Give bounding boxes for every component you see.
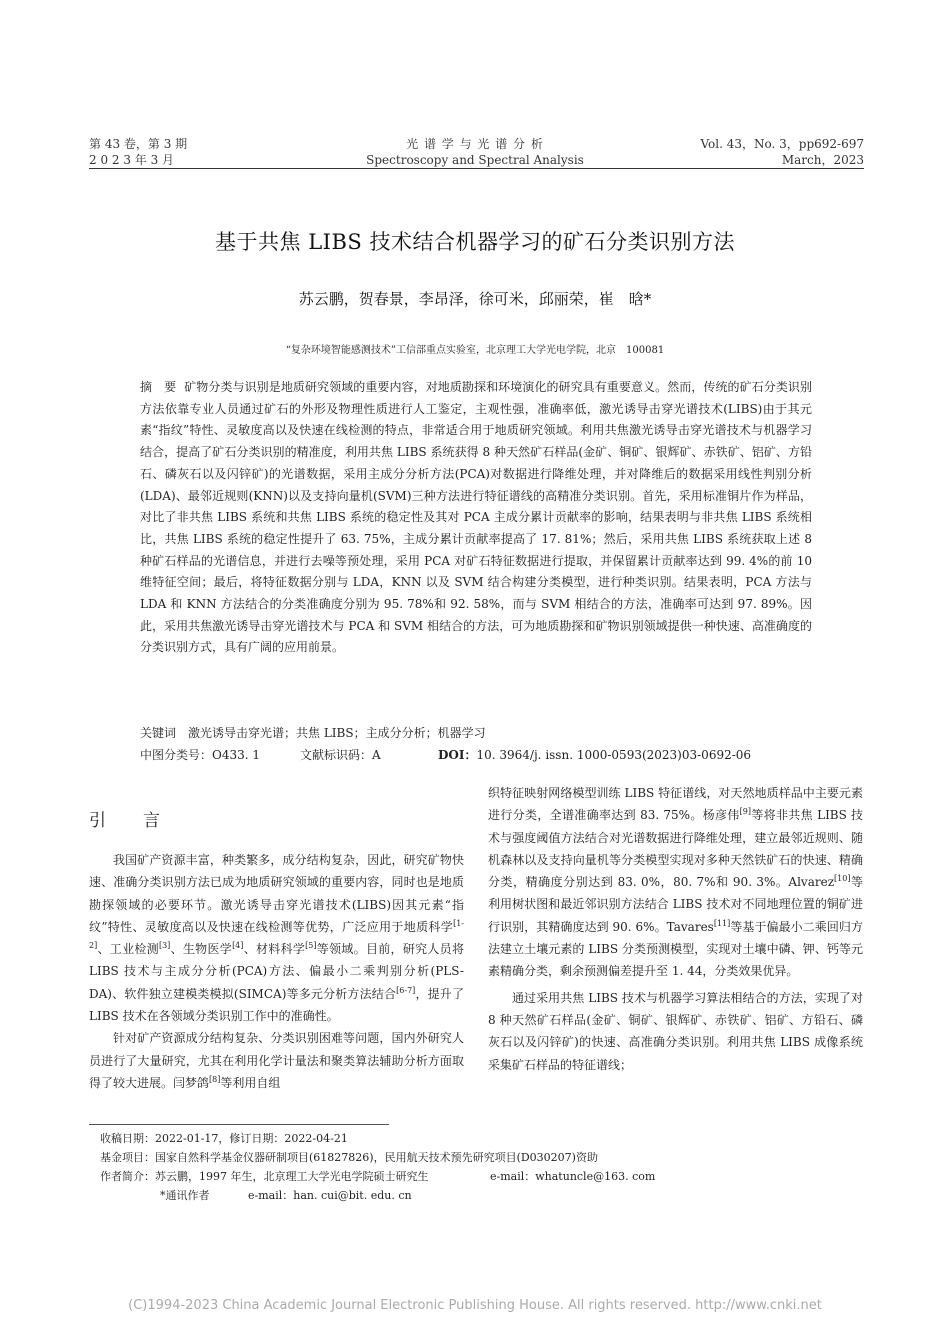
volume-issue: 第 43 卷，第 3 期 (89, 137, 188, 151)
journal-name-en: Spectroscopy and Spectral Analysis (366, 153, 584, 167)
paper-title: 基于共焦 LIBS 技术结合机器学习的矿石分类识别方法 (215, 230, 735, 254)
doi (438, 746, 751, 763)
doc-code-value: A (372, 748, 381, 762)
doc-code-label: 文献标识码： (300, 748, 373, 762)
author-list: 苏云鹏，贺春景，李昂泽，徐可米，邱丽荣，崔 晗* (298, 290, 652, 308)
document-code (300, 746, 381, 763)
citation-ref[interactable]: [1-2] (89, 918, 464, 951)
citation-ref[interactable]: [8] (209, 1074, 221, 1084)
doi-value: 10. 3964/j. issn. 1000-0593(2023)03-0692-06 (476, 748, 752, 762)
keywords (140, 724, 486, 741)
citation-ref[interactable]: [6-7] (396, 985, 416, 995)
section-heading-intro: 引 言 (89, 811, 170, 831)
fund-info: 基金项目：国家自然科学基金仪器研制项目(61827826)，民用航天技术预先研究项目(D030207)资助 (100, 1151, 598, 1164)
author-email: e-mail：whatuncle@163. com (490, 1170, 656, 1183)
abstract-label: 摘 要 (140, 380, 177, 394)
received-date: 收稿日期：2022-01-17，修订日期：2022-04-21 (100, 1132, 348, 1145)
keywords-text: 激光诱导击穿光谱；共焦 LIBS；主成分分析；机器学习 (188, 726, 486, 740)
vol-pages: Vol. 43，No. 3，pp692-697 (700, 137, 864, 151)
author-bio: 作者简介：苏云鹏，1997 年生，北京理工大学光电学院硕士研究生 (100, 1170, 429, 1183)
header-rule (89, 168, 864, 169)
right-column (488, 782, 863, 1076)
citation-ref[interactable]: [4] (232, 941, 244, 951)
paragraph: 我国矿产资源丰富，种类繁多，成分结构复杂，因此，研究矿物快速、准确分类识别方法已成为地质研究领域的重要内容，同时也是地质勘探领域的必要环节。激光诱导击穿光谱技术(LIBS)因其元素“指纹”特性、灵敏度高以及快速在线检测等优势，广泛应用于地质科学[1-2]、工业检测[3]、生物医学[4]、材料科学[5]等领域。目前，研究人员将 LIBS 技术与主成分分析(PCA)方法、偏最小二乘判别分析(PLS-DA)、软件独立建模类模拟(SIMCA)等多元分析方法结合[6-7]，提升了 LIBS 技术在各领域分类识别工作中的准确性。 (89, 853, 464, 1024)
abstract-text: 矿物分类与识别是地质研究领域的重要内容，对地质勘探和环境演化的研究具有重要意义。然而，传统的矿石分类识别方法依靠专业人员通过矿石的外形及物理性质进行人工鉴定，主观性强，准确率低，激光诱导击穿光谱技术(LIBS)由于其元素“指纹”特性、灵敏度高以及快速在线检测的特点，非常适合用于地质研究领域。利用共焦激光诱导击穿光谱技术与机器学习结合，提高了矿石分类识别的精准度，利用共焦 LIBS 系统获得 8 种天然矿石样品(金矿、铜矿、银辉矿、赤铁矿、铝矿、方铅石、磷灰石以及闪锌矿)的光谱数据，采用主成分分析方法(PCA)对数据进行降维处理，并对降维后的数据采用线性判别分析(LDA)、最邻近规则(KNN)以及支持向量机(SVM)三种方法进行特征谱线的高精准分类识别。首先，采用标准铜片作为样品，对比了非共焦 LIBS 系统和共焦 LIBS 系统的稳定性及其对 PCA 主成分累计贡献率的影响，结果表明与非共焦 LIBS 系统相比，共焦 LIBS 系统的稳定性提升了 63. 75%，主成分累计贡献率提高了 17. 81%；然后，采用共焦 LIBS 系统获取上述 8 种矿石样品的光谱信息，并进行去噪等预处理，采用 PCA 对矿石特征数据进行提取，并保留累计贡献率达到 99. 4%的前 10 维特征空间；最后，将特征数据分别与 LDA，KNN 以及 SVM 结合构建分类模型，进行种类识别。结果表明，PCA 方法与 LDA 和 KNN 方法结合的分类准确度分别为 95. 78%和 92. 58%，而与 SVM 相结合的方法，准确率可达到 97. 89%。因此，采用共焦激光诱导击穿光谱技术与 PCA 和 SVM 相结合的方法，可为地质勘探和矿物识别领域提供一种快速、高准确度的分类识别方式，具有广阔的应用前景。 (140, 380, 812, 655)
clc-label: 中图分类号： (140, 748, 213, 762)
paragraph: 织特征映射网络模型训练 LIBS 特征谱线，对天然地质样品中主要元素进行分类，全谱准确率达到 83. 75%。杨彦伟[9]等将非共焦 LIBS 技术与强度阈值方法结合对光谱数据进行降维处理，建立最邻近规则、随机森林以及支持向量机等分类模型实现对多种天然铁矿石的快速、精确分类，精确度分别达到 83. 0%，80. 7%和 90. 3%。Alvarez[10]等利用树状图和最近邻识别方法结合 LIBS 技术对不同地理位置的铜矿进行识别，其精确度达到 90. 6%。Tavares[11]等基于偏最小二乘回归方法建立土壤元素的 LIBS 分类预测模型，实现对土壤中磷、钾、钙等元素精确分类，剩余预测偏差提升至 1. 44，分类效果优异。 (488, 786, 863, 979)
citation-ref[interactable]: [9] (739, 807, 751, 817)
citation-ref[interactable]: [11] (713, 918, 731, 928)
classification-codes (140, 746, 260, 763)
doi-label: DOI： (438, 748, 477, 762)
footnote-rule (89, 1124, 389, 1125)
paragraph: 针对矿产资源成分结构复杂、分类识别困难等问题，国内外研究人员进行了大量研究，尤其在利用化学计量法和聚类算法辅助分析方面取得了较大进展。闫梦鸽[8]等利用自组 (89, 1031, 464, 1090)
corresponding-email: e-mail：han. cui@bit. edu. cn (248, 1189, 412, 1202)
citation-ref[interactable]: [5] (305, 941, 317, 951)
keywords-label: 关键词 (140, 726, 177, 740)
journal-name-cn: 光 谱 学 与 光 谱 分 析 (406, 137, 544, 151)
citation-ref[interactable]: [10] (834, 874, 851, 884)
paragraph: 通过采用共焦 LIBS 技术与机器学习算法相结合的方法，实现了对 8 种天然矿石样品(金矿、铜矿、银辉矿、赤铁矿、铝矿、方铅石、磷灰石以及闪锌矿)的快速、高准确分类识别。利用共焦 LIBS 成像系统采集矿石样品的特征谱线； (488, 990, 863, 1072)
affiliation: “复杂环境智能感测技术”工信部重点实验室，北京理工大学光电学院，北京 100081 (285, 345, 665, 356)
citation-ref[interactable]: [3] (158, 941, 171, 951)
issue-date: 2 0 2 3 年 3 月 (89, 153, 175, 167)
journal-pages (700, 136, 864, 168)
left-column (89, 849, 464, 1094)
clc-value: O433. 1 (212, 748, 261, 762)
abstract (140, 377, 812, 659)
cnki-footer: (C)1994-2023 China Academic Journal Electronic Publishing House. All rights reserved. http://www.cnki.net (128, 1298, 822, 1313)
corresponding-author: *通讯作者 (160, 1189, 210, 1202)
pub-month: March，2023 (781, 153, 864, 167)
